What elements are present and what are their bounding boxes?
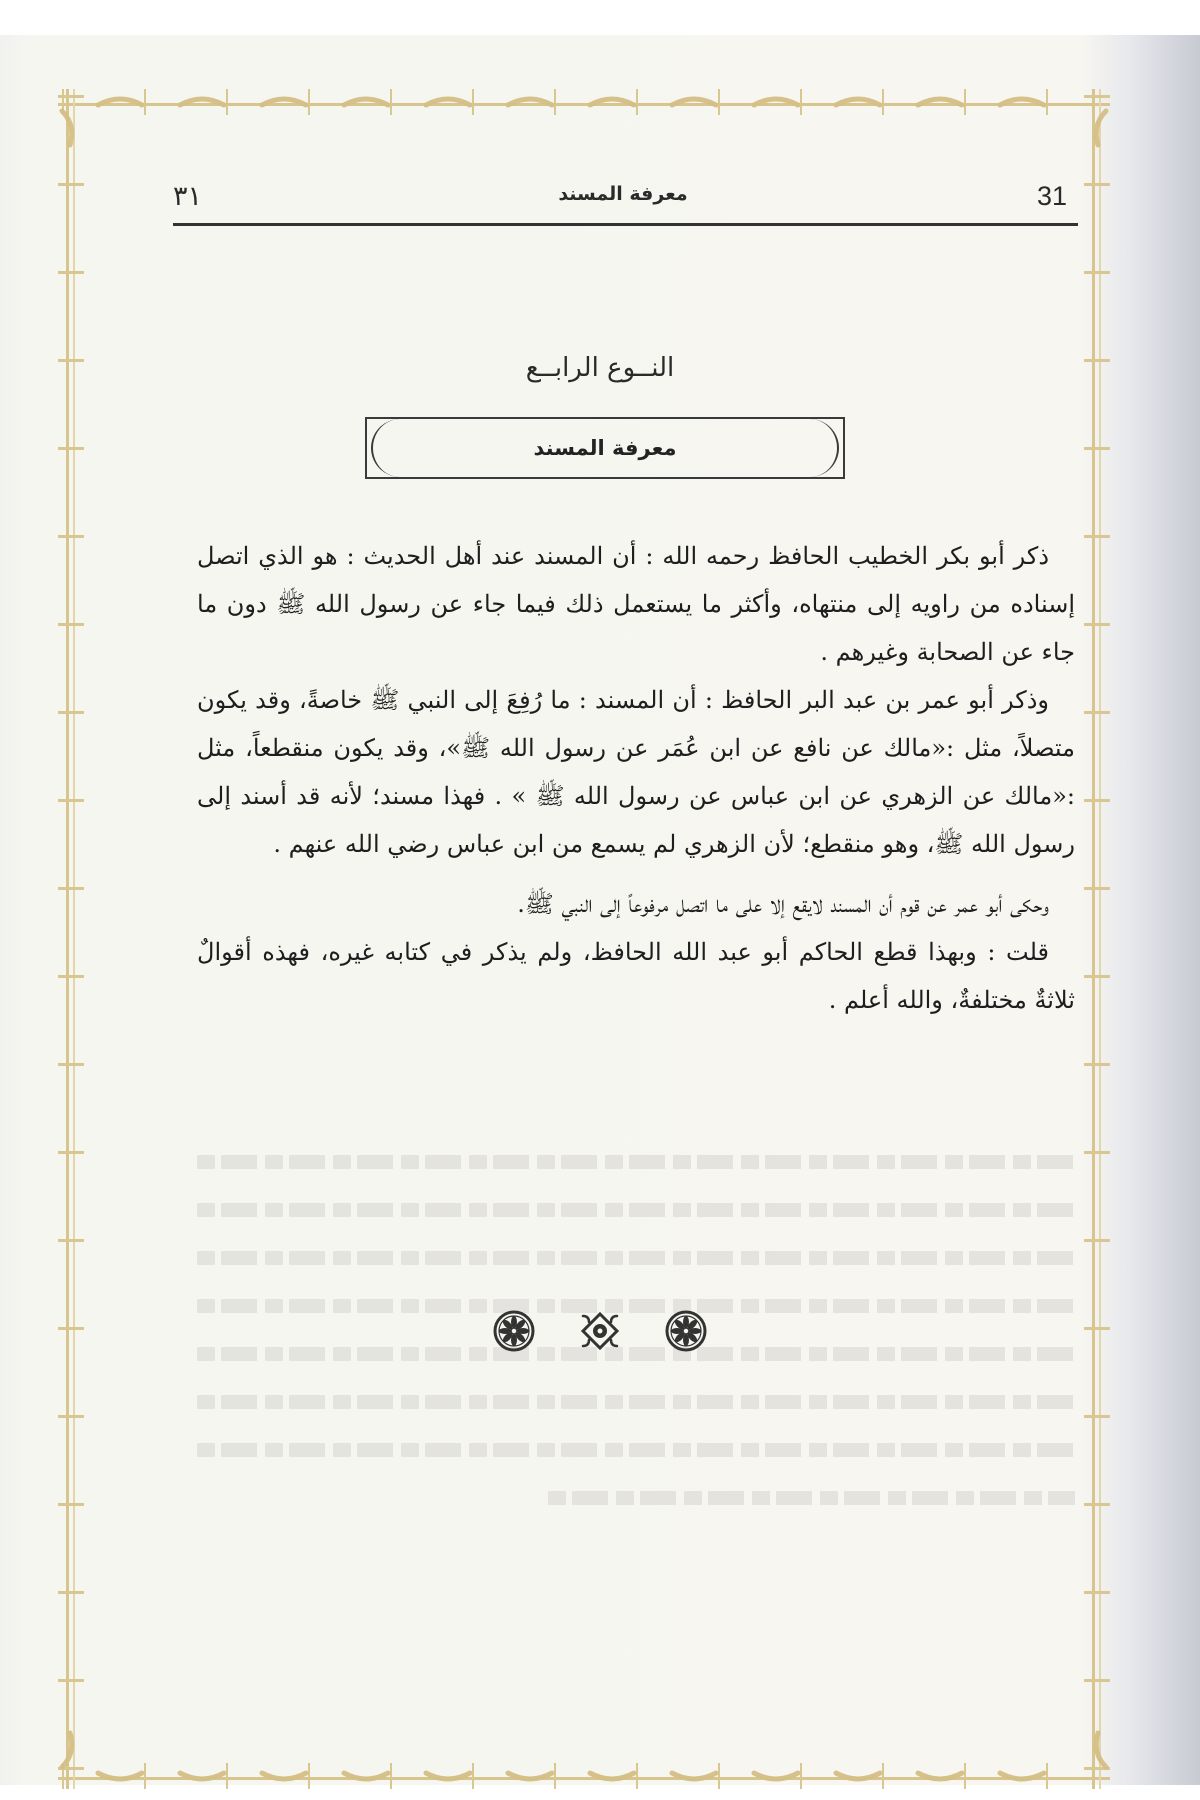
paragraph: قلت : وبهذا قطع الحاكم أبو عبد الله الحافظ، ولم يذكر في كتابه غيره، فهذه أقوالٌ ثلاثةٌ مختلفةٌ، والله أعلم . (197, 938, 1075, 1014)
body-text (197, 532, 1075, 1024)
paragraph: وحكى أبو عمر عن قوم أن المسند لايقع إلا على ما اتصل مرفوعاً إلى النبي ﷺ. (517, 890, 1049, 918)
arabesque-diamond-icon (579, 1310, 621, 1352)
paragraph: ذكر أبو بكر الخطيب الحافظ رحمه الله : أن المسند عند أهل الحديث : هو الذي اتصل إسناده من راويه إلى منتهاه، وأكثر ما يستعمل ذلك فيما جاء عن رسول الله ﷺ دون ما جاء عن الصحابة وغيرهم . (197, 542, 1075, 666)
section-end-ornaments (0, 1310, 1200, 1352)
chapter-title: النــوع الرابــع (525, 353, 675, 383)
running-title: معرفة المسند (558, 183, 688, 205)
section-subtitle: معرفة المسند (533, 436, 677, 460)
header-divider (173, 223, 1078, 226)
page-number-arabic: ٣١ (173, 181, 203, 212)
rosette-icon (493, 1310, 535, 1352)
subtitle-frame (365, 417, 845, 479)
book-page (0, 35, 1200, 1785)
paragraph: وذكر أبو عمر بن عبد البر الحافظ : أن المسند : ما رُفِعَ إلى النبي ﷺ خاصةً، وقد يكون متصلاً، مثل :«مالك عن نافع عن ابن عُمَر عن رسول الله ﷺ»، وقد يكون منقطعاً، مثل :«مالك عن الزهري عن ابن عباس عن رسول الله ﷺ » . فهذا مسند؛ لأنه قد أسند إلى رسول الله ﷺ، وهو منقطع؛ لأن الزهري لم يسمع من ابن عباس رضي الله عنهم . (197, 686, 1075, 858)
page-header (173, 175, 1073, 221)
rosette-icon (665, 1310, 707, 1352)
subtitle-rounded-frame (371, 419, 839, 477)
page-number-latin: 31 (1036, 181, 1067, 211)
